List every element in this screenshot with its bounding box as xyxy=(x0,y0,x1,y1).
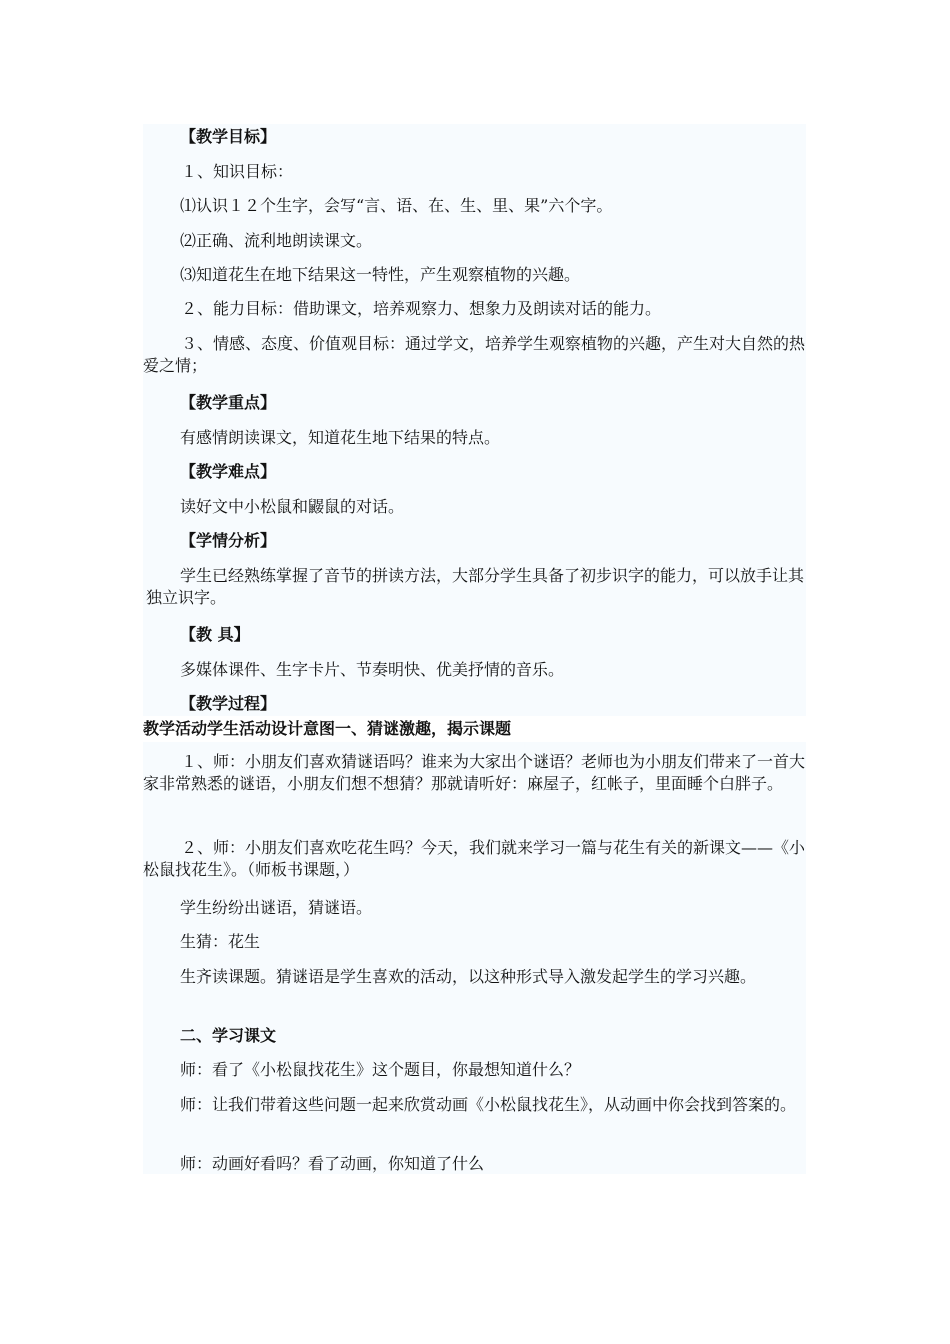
difficulties-text: 读好文中小松鼠和鼹鼠的对话。 xyxy=(180,497,405,516)
key-points-text: 有感情朗读课文，知道花生地下结果的特点。 xyxy=(180,428,501,447)
heading-difficulties: 【教学难点】 xyxy=(180,462,277,481)
ability-goal: ２、能力目标：借助课文，培养观察力、想象力及朗读对话的能力。 xyxy=(181,299,662,318)
heading-student-analysis: 【学情分析】 xyxy=(180,531,277,550)
activity-step-1: １、师：小朋友们喜欢猜谜语吗？谁来为大家出个谜语？老师也为小朋友们带来了一首大家非常熟悉的谜语，小朋友们想不想猜？那就请听好：麻屋子，红帐子，里面睡个白胖子。 xyxy=(143,752,806,793)
students-guess: 生猜：花生 xyxy=(180,932,261,951)
knowledge-goal-2: ⑵正确、流利地朗读课文。 xyxy=(180,231,373,250)
heading-teaching-process: 【教学过程】 xyxy=(180,694,277,713)
heading-teaching-aids: 【教 具】 xyxy=(180,625,250,644)
heading-teaching-goals: 【教学目标】 xyxy=(180,127,277,146)
activity-header: 教学活动学生活动设计意图一、猜谜激趣，揭示课题 xyxy=(143,719,512,738)
knowledge-goal-3: ⑶知道花生在地下结果这一特性，产生观察植物的兴趣。 xyxy=(180,265,581,284)
student-analysis-text: 学生已经熟练掌握了音节的拼读方法，大部分学生具备了初步识字的能力，可以放手让其独立识字。 xyxy=(146,566,805,607)
activity-step-2: ２、师：小朋友们喜欢吃花生吗？今天，我们就来学习一篇与花生有关的新课文——《小松鼠找花生》。（师板书课题，） xyxy=(143,838,806,879)
heading-key-points: 【教学重点】 xyxy=(180,393,277,412)
emotion-goal: ３、情感、态度、价值观目标：通过学文，培养学生观察植物的兴趣，产生对大自然的热爱之情； xyxy=(143,334,806,375)
students-riddle: 学生纷纷出谜语，猜谜语。 xyxy=(180,898,373,917)
teacher-question-1: 师：看了《小松鼠找花生》这个题目，你最想知道什么？ xyxy=(180,1060,581,1079)
knowledge-goal-title: １、知识目标： xyxy=(181,162,294,181)
teacher-question-3: 师：动画好看吗？看了动画，你知道了什么 xyxy=(180,1154,485,1173)
knowledge-goal-1: ⑴认识１２个生字，会写“言、语、在、生、里、果”六个字。 xyxy=(180,196,613,215)
teacher-question-2: 师：让我们带着这些问题一起来欣赏动画《小松鼠找花生》，从动画中你会找到答案的。 xyxy=(180,1095,797,1114)
students-read-title: 生齐读课题。猜谜语是学生喜欢的活动，以这种形式导入激发起学生的学习兴趣。 xyxy=(180,967,757,986)
teaching-aids-text: 多媒体课件、生字卡片、节奏明快、优美抒情的音乐。 xyxy=(180,660,565,679)
heading-learn-text: 二、学习课文 xyxy=(180,1026,277,1045)
